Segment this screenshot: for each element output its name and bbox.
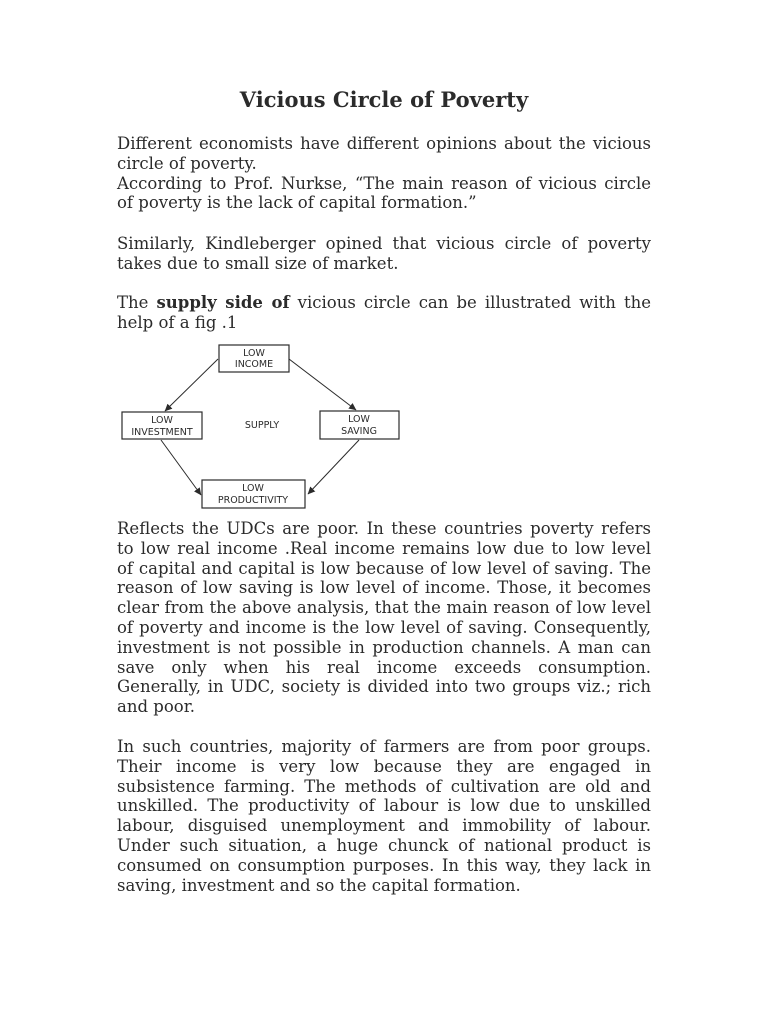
arrow-investment-to-productivity xyxy=(161,440,201,495)
box-low-investment-line1: LOW xyxy=(151,415,173,426)
box-low-investment xyxy=(122,412,202,439)
box-low-income-line2: INCOME xyxy=(234,359,274,370)
vicious-circle-diagram xyxy=(112,338,412,516)
box-low-investment-line2: INVESTMENT xyxy=(131,427,193,438)
kindleberger-section xyxy=(117,234,651,274)
page-title: Vicious Circle of Poverty xyxy=(239,87,529,112)
intro-line-1: Different economists have different opinions about the vicious circle of poverty. xyxy=(117,134,651,173)
arrow-income-to-saving xyxy=(289,359,356,410)
paragraph-2-section xyxy=(117,737,651,895)
box-low-income xyxy=(219,345,289,372)
supply-intro-after: vicious circle can be illustrated with the help of a fig .1 xyxy=(117,293,651,332)
intro-line-2: According to Prof. Nurkse, “The main reason of vicious circle of poverty is the lack of capital formation.” xyxy=(117,173,651,213)
supply-intro-paragraph xyxy=(117,293,651,333)
arrow-income-to-investment xyxy=(165,359,218,411)
vicious-circle-figure xyxy=(112,338,412,516)
paragraph-1-section xyxy=(117,519,651,717)
box-low-productivity xyxy=(202,480,305,508)
supply-center-label: SUPPLY xyxy=(244,420,280,431)
box-low-productivity-line2: PRODUCTIVITY xyxy=(217,495,289,506)
box-low-saving-line2: SAVING xyxy=(341,426,377,437)
supply-intro-before: The xyxy=(117,293,157,312)
box-low-productivity-line1: LOW xyxy=(242,483,264,494)
box-low-saving-line1: LOW xyxy=(348,414,370,425)
box-low-saving xyxy=(320,411,399,439)
paragraph-1: Reflects the UDCs are poor. In these countries poverty refers to low real income .Real income remains low due to low level of capital and capital is low because of low level of saving. The reason of low saving is low level of income. Those, it becomes clear from the above analysis, that the main reason of low level of poverty and income is the low level of saving. Consequently, investment is not possible in production channels. A man can save only when his real income exceeds consumption. Generally, in UDC, society is divided into two groups viz.; rich and poor. xyxy=(117,519,651,717)
paragraph-2: In such countries, majority of farmers are from poor groups. Their income is very low because they are engaged in subsistence farming. The methods of cultivation are old and unskilled. The productivity of labour is low due to unskilled labour, disguised unemployment and immobility of labour. Under such situation, a huge chunck of national product is consumed on consumption purposes. In this way, they lack in saving, investment and so the capital formation. xyxy=(117,737,651,895)
supply-intro-section xyxy=(117,293,651,333)
kindleberger-paragraph: Similarly, Kindleberger opined that vicious circle of poverty takes due to small size of market. xyxy=(117,234,651,273)
arrow-saving-to-productivity xyxy=(308,440,359,494)
box-low-income-line1: LOW xyxy=(243,348,265,359)
supply-intro-bold: supply side of xyxy=(156,293,290,312)
intro-section xyxy=(117,134,651,213)
